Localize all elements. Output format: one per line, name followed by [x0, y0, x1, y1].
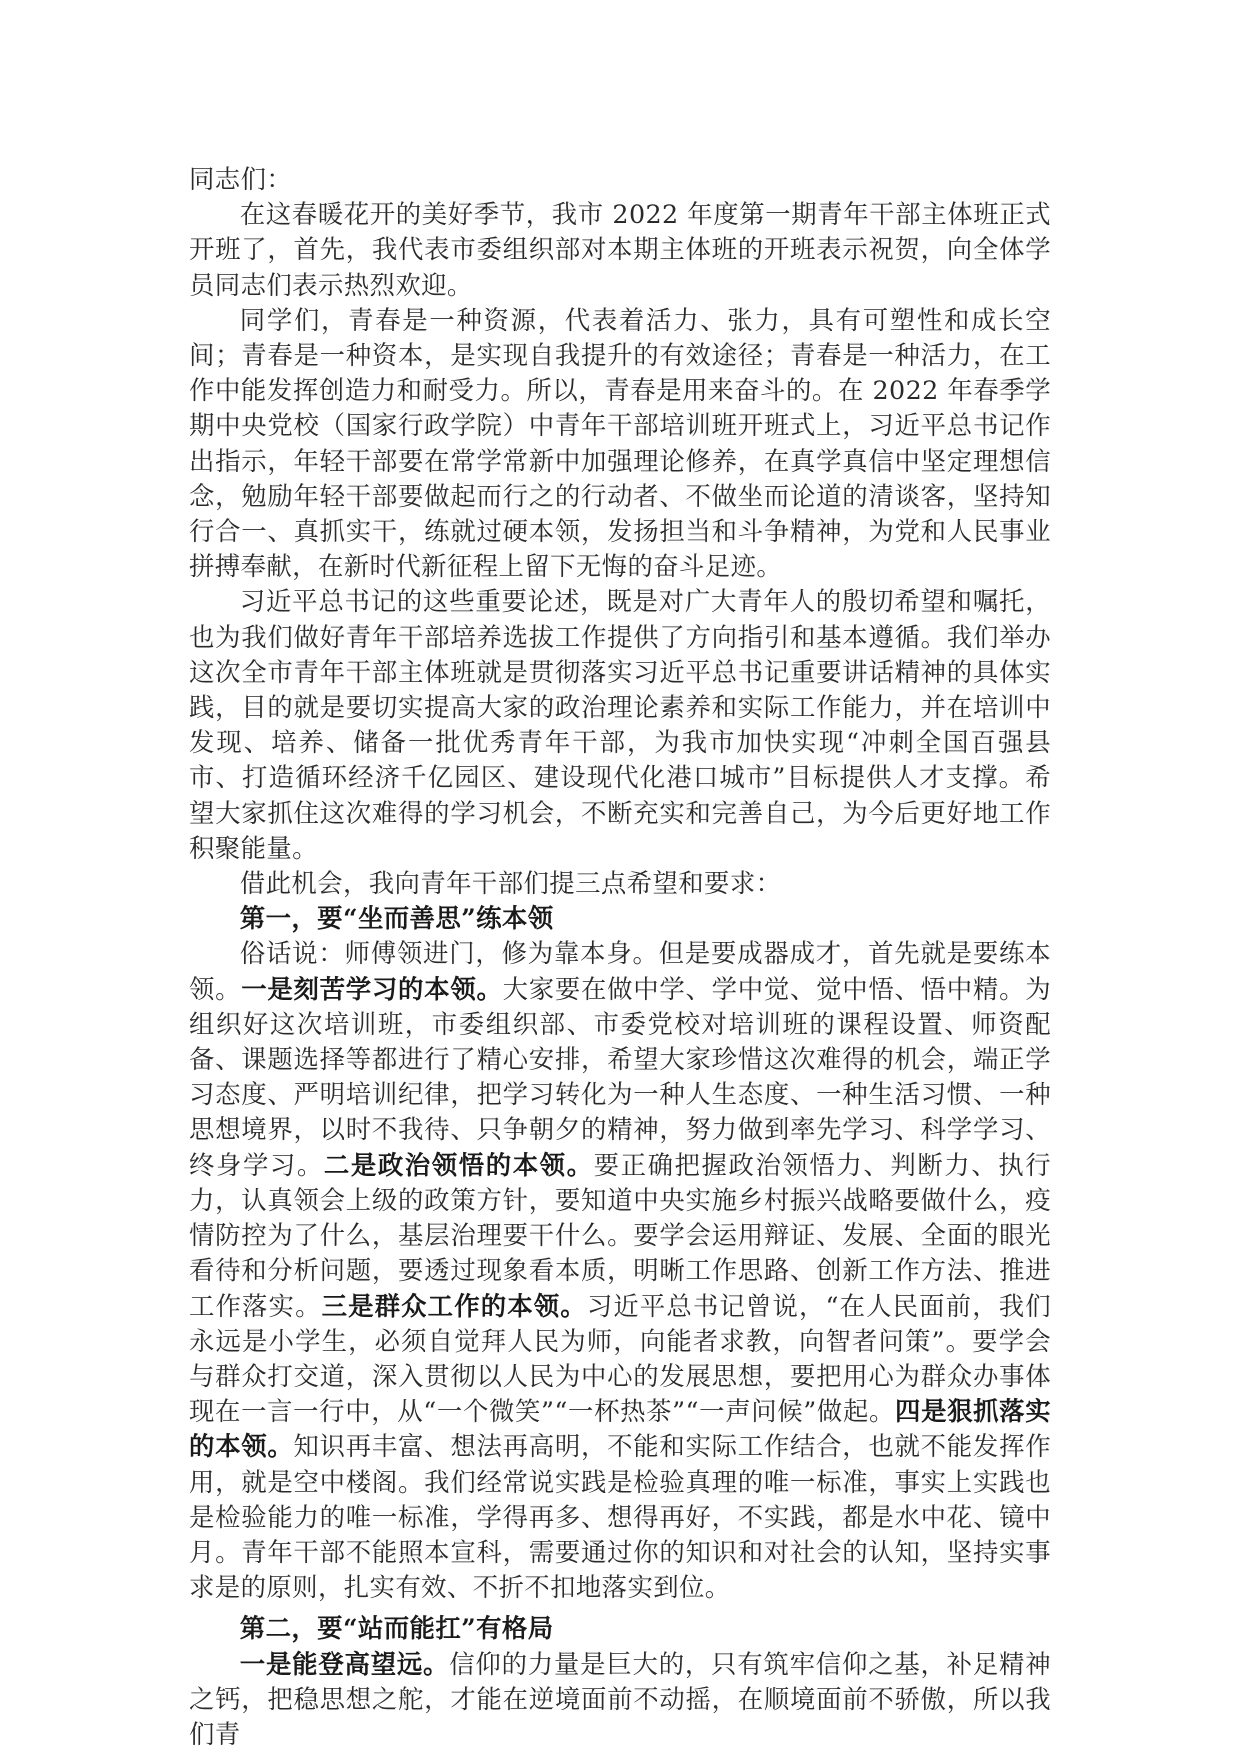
item-body: 习近平总书记曾说，“在人民面前，我们永远是小学生，必须自觉拜人民为师，向能者求教，向智者问策”。要学会与群众打交道，深入贯彻以人民为中心的发展思想，要把用心为群众办事体现在一言一行中，从“一个微笑”“一杯热茶”“一声问候”做起。: [189, 1290, 1052, 1427]
paragraph-youth: 同学们，青春是一种资源，代表着活力、张力，具有可塑性和成长空间；青春是一种资本，是实现自我提升的有效途径；青春是一种活力，在工作中能发挥创造力和耐受力。所以，青春是用来奋斗的。在 2022 年春季学期中央党校（国家行政学院）中青年干部培训班开班式上，习近平总书记作出指示，年轻干部要在常学常新中加强理论修养，在真学真信中坚定理想信念，勉励年轻干部要做起而行之的行动者、不做坐而论道的清谈客，坚持知行合一、真抓实干，练就过硬本领，发扬担当和斗争精神，为党和人民事业拼搏奉献，在新时代新征程上留下无悔的奋斗足迹。: [189, 304, 1051, 582]
section1-intro: 俗话说：师傅领进门，修为靠本身。但是要成器成才，首先就是要练本领。: [189, 938, 1051, 1004]
salutation: 同志们：: [189, 164, 293, 194]
item-title: 一是刻苦学习的本领。: [241, 973, 503, 1004]
item-body: 大家要在做中学、学中觉、觉中悟、悟中精。为组织好这次培训班，市委组织部、市委党校对培训班的课程设置、师资配备、课题选择等都进行了精心安排，希望大家珍惜这次难得的机会，端正学习态度、严明培训纪律，把学习转化为一种人生态度、一种生活习惯、一种思想境界，以时不我待、只争朝夕的精神，努力做到率先学习、科学学习、终身学习。: [189, 973, 1051, 1180]
section-heading-2: 第二，要“站而能扛”有格局: [239, 1613, 554, 1644]
paragraph-significance: 习近平总书记的这些重要论述，既是对广大青年人的殷切希望和嘱托，也为我们做好青年干部培养选拔工作提供了方向指引和基本遵循。我们举办这次全市青年干部主体班就是贯彻落实习近平总书记重要讲话精神的具体实践，目的就是要切实提高大家的政治理论素养和实际工作能力，并在培训中发现、培养、储备一批优秀青年干部，为我市加快实现“冲刺全国百强县市、打造循环经济千亿园区、建设现代化港口城市”目标提供人才支撑。希望大家抓住这次难得的学习机会，不断充实和完善自己，为今后更好地工作积聚能量。: [189, 586, 1051, 863]
item-body: 知识再丰富、想法再高明，不能和实际工作结合，也就不能发挥作用，就是空中楼阁。我们经常说实践是检验真理的唯一标准，事实上实践也是检验能力的唯一标准，学得再多、想得再好，不实践，都是水中花、镜中月。青年干部不能照本宣科，需要通过你的知识和对社会的认知，坚持实事求是的原则，扎实有效、不折不扣地落实到位。: [189, 1431, 1051, 1603]
paragraph-opening: 在这春暖花开的美好季节，我市 2022 年度第一期青年干部主体班正式开班了，首先，我代表市委组织部对本期主体班的开班表示祝贺，向全体学员同志们表示热烈欢迎。: [189, 199, 1051, 300]
section-heading-1: 第一，要“坐而善思”练本领: [239, 903, 554, 934]
item-title: 四是狠抓落实的本领。: [189, 1396, 1052, 1462]
item-title: 三是群众工作的本领。: [321, 1290, 587, 1321]
document-page: [189, 162, 1051, 1752]
paragraph-requirements-intro: 借此机会，我向青年干部们提三点希望和要求：: [239, 868, 782, 899]
item-title: 二是政治领悟的本领。: [323, 1149, 594, 1180]
section2-body: [189, 1647, 1051, 1753]
section1-body: [189, 936, 1051, 1605]
item-body: 信仰的力量是巨大的，只有筑牢信仰之基，补足精神之钙，把稳思想之舵，才能在逆境面前不动摇，在顺境面前不骄傲，所以我们青: [189, 1648, 1052, 1749]
item-title: 一是能登高望远。: [239, 1648, 450, 1679]
item-body: 要正确把握政治领悟力、判断力、执行力，认真领会上级的政策方针，要知道中央实施乡村振兴战略要做什么，疫情防控为了什么，基层治理要干什么。要学会运用辩证、发展、全面的眼光看待和分析问题，要透过现象看本质，明晰工作思路、创新工作方法、推进工作落实。: [189, 1149, 1052, 1321]
